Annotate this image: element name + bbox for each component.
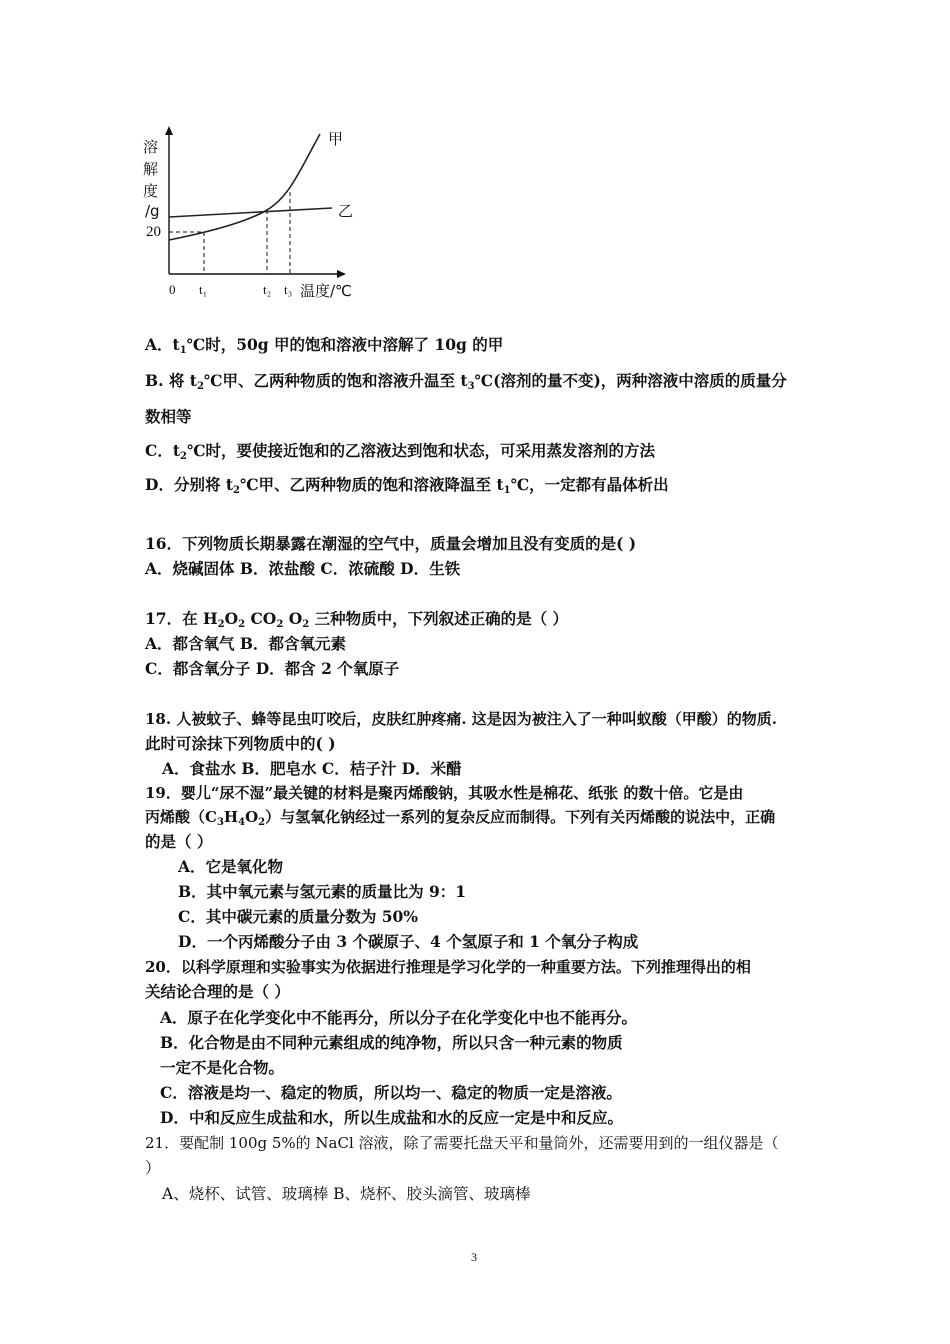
q16-stem: 16．下列物质长期暴露在潮湿的空气中，质量会增加且没有变质的是( ) — [145, 534, 637, 553]
q15-option-c: C．$t_2℃$时，要使接近饱和的乙溶液达到饱和状态，可采用蒸发溶剂的方法 — [145, 441, 656, 462]
q20-line1: 20．以科学原理和实验事实为依据进行推理是学习化学的一种重要方法。下列推理得出的相 — [145, 958, 751, 976]
q17-options-ab: A．都含氧气 B．都含氧元素 — [145, 634, 347, 653]
y-axis-label-2: 解 — [143, 160, 159, 178]
page-number: 3 — [471, 1250, 477, 1264]
origin-label: 0 — [169, 282, 176, 297]
y-axis-label-1: 溶 — [143, 138, 159, 156]
q18-line2: 此时可涂抹下列物质中的( ) — [145, 734, 336, 753]
q19-option-b: B．其中氧元素与氢元素的质量比为 9：1 — [178, 882, 467, 901]
q17-stem: 17．在 $H_2O_2$ $CO_2$ $O_2$ 三种物质中，下列叙述正确的是（ ） — [145, 609, 568, 630]
x-axis-arrow — [337, 270, 346, 278]
q16-options: A．烧碱固体 B．浓盐酸 C．浓硫酸 D．生铁 — [145, 559, 461, 578]
q17-options-cd: C．都含氧分子 D．都含 2 个氧原子 — [145, 659, 400, 678]
q19-option-c: C．其中碳元素的质量分数为 50% — [178, 907, 419, 926]
q21-line1: 21．要配制 100g 5%的 NaCl 溶液，除了需要托盘天平和量筒外，还需要用到的一组仪器是（ — [145, 1134, 779, 1152]
q18-options: A．食盐水 B．肥皂水 C．桔子汁 D．米醋 — [162, 759, 462, 778]
q15-option-d: D．分别将 $t_2℃$甲、乙两种物质的饱和溶液降温至 $t_1℃$，一定都有晶体析出 — [145, 475, 669, 496]
series-jia-line — [169, 134, 320, 240]
series-jia-label: 甲 — [328, 130, 344, 148]
q20-line2: 关结论合理的是（ ） — [145, 982, 290, 1001]
x-tick-t2: t₂ — [263, 282, 272, 297]
q20-option-a: A．原子在化学变化中不能再分，所以分子在化学变化中也不能再分。 — [160, 1008, 638, 1027]
x-tick-t3: t₃ — [284, 282, 293, 297]
q21-line2: ） — [145, 1159, 161, 1177]
series-yi-line — [169, 208, 332, 217]
q20-option-d: D．中和反应生成盐和水，所以生成盐和水的反应一定是中和反应。 — [160, 1108, 623, 1127]
q21-options: A、烧杯、试管、玻璃棒 B、烧杯、胶头滴管、玻璃棒 — [162, 1185, 531, 1203]
x-axis-label: 温度/℃ — [300, 282, 352, 300]
q19-line1: 19．婴儿“尿不湿”最关键的材料是聚丙烯酸钠，其吸水性是棉花、纸张 的数十倍。它是由 — [145, 784, 744, 802]
q20-option-c: C．溶液是均一、稳定的物质，所以均一、稳定的物质一定是溶液。 — [160, 1083, 622, 1102]
q15-option-a: A．$t_1℃$时，50g 甲的饱和溶液中溶解了 10g 的甲 — [145, 335, 504, 356]
y-axis-label-3: 度 — [143, 182, 159, 200]
solubility-chart — [140, 120, 380, 310]
q18-line1: 18. 人被蚊子、蜂等昆虫叮咬后，皮肤红肿疼痛. 这是因为被注入了一种叫蚁酸（甲酸）的物质. — [145, 710, 777, 728]
y-axis-arrow — [165, 126, 173, 135]
q19-option-a: A．它是氧化物 — [178, 857, 284, 876]
q20-option-b1: B．化合物是由不同种元素组成的纯净物，所以只含一种元素的物质 — [160, 1033, 623, 1052]
y-axis-label-4: /g — [145, 202, 160, 220]
series-yi-label: 乙 — [338, 202, 354, 220]
q15-option-b-cont: 数相等 — [145, 407, 192, 426]
q19-line3: 的是（ ） — [145, 832, 213, 851]
x-tick-t1: t₁ — [199, 282, 208, 297]
q15-option-b: B. 将 $t_2℃$甲、乙两种物质的饱和溶液升温至 $t_3℃$(溶剂的量不变)，两种溶液中溶质的质量分 — [145, 371, 787, 392]
q20-option-b2: 一定不是化合物。 — [160, 1058, 285, 1077]
q19-line2: 丙烯酸$(C_3H_4O_2)$与氢氧化钠经过一系列的复杂反应而制得。下列有关丙烯酸的说法中，正确 — [145, 808, 776, 828]
y-tick-20: 20 — [146, 224, 161, 240]
q19-option-d: D．一个丙烯酸分子由 3 个碳原子、4 个氢原子和 1 个氧分子构成 — [178, 932, 639, 951]
